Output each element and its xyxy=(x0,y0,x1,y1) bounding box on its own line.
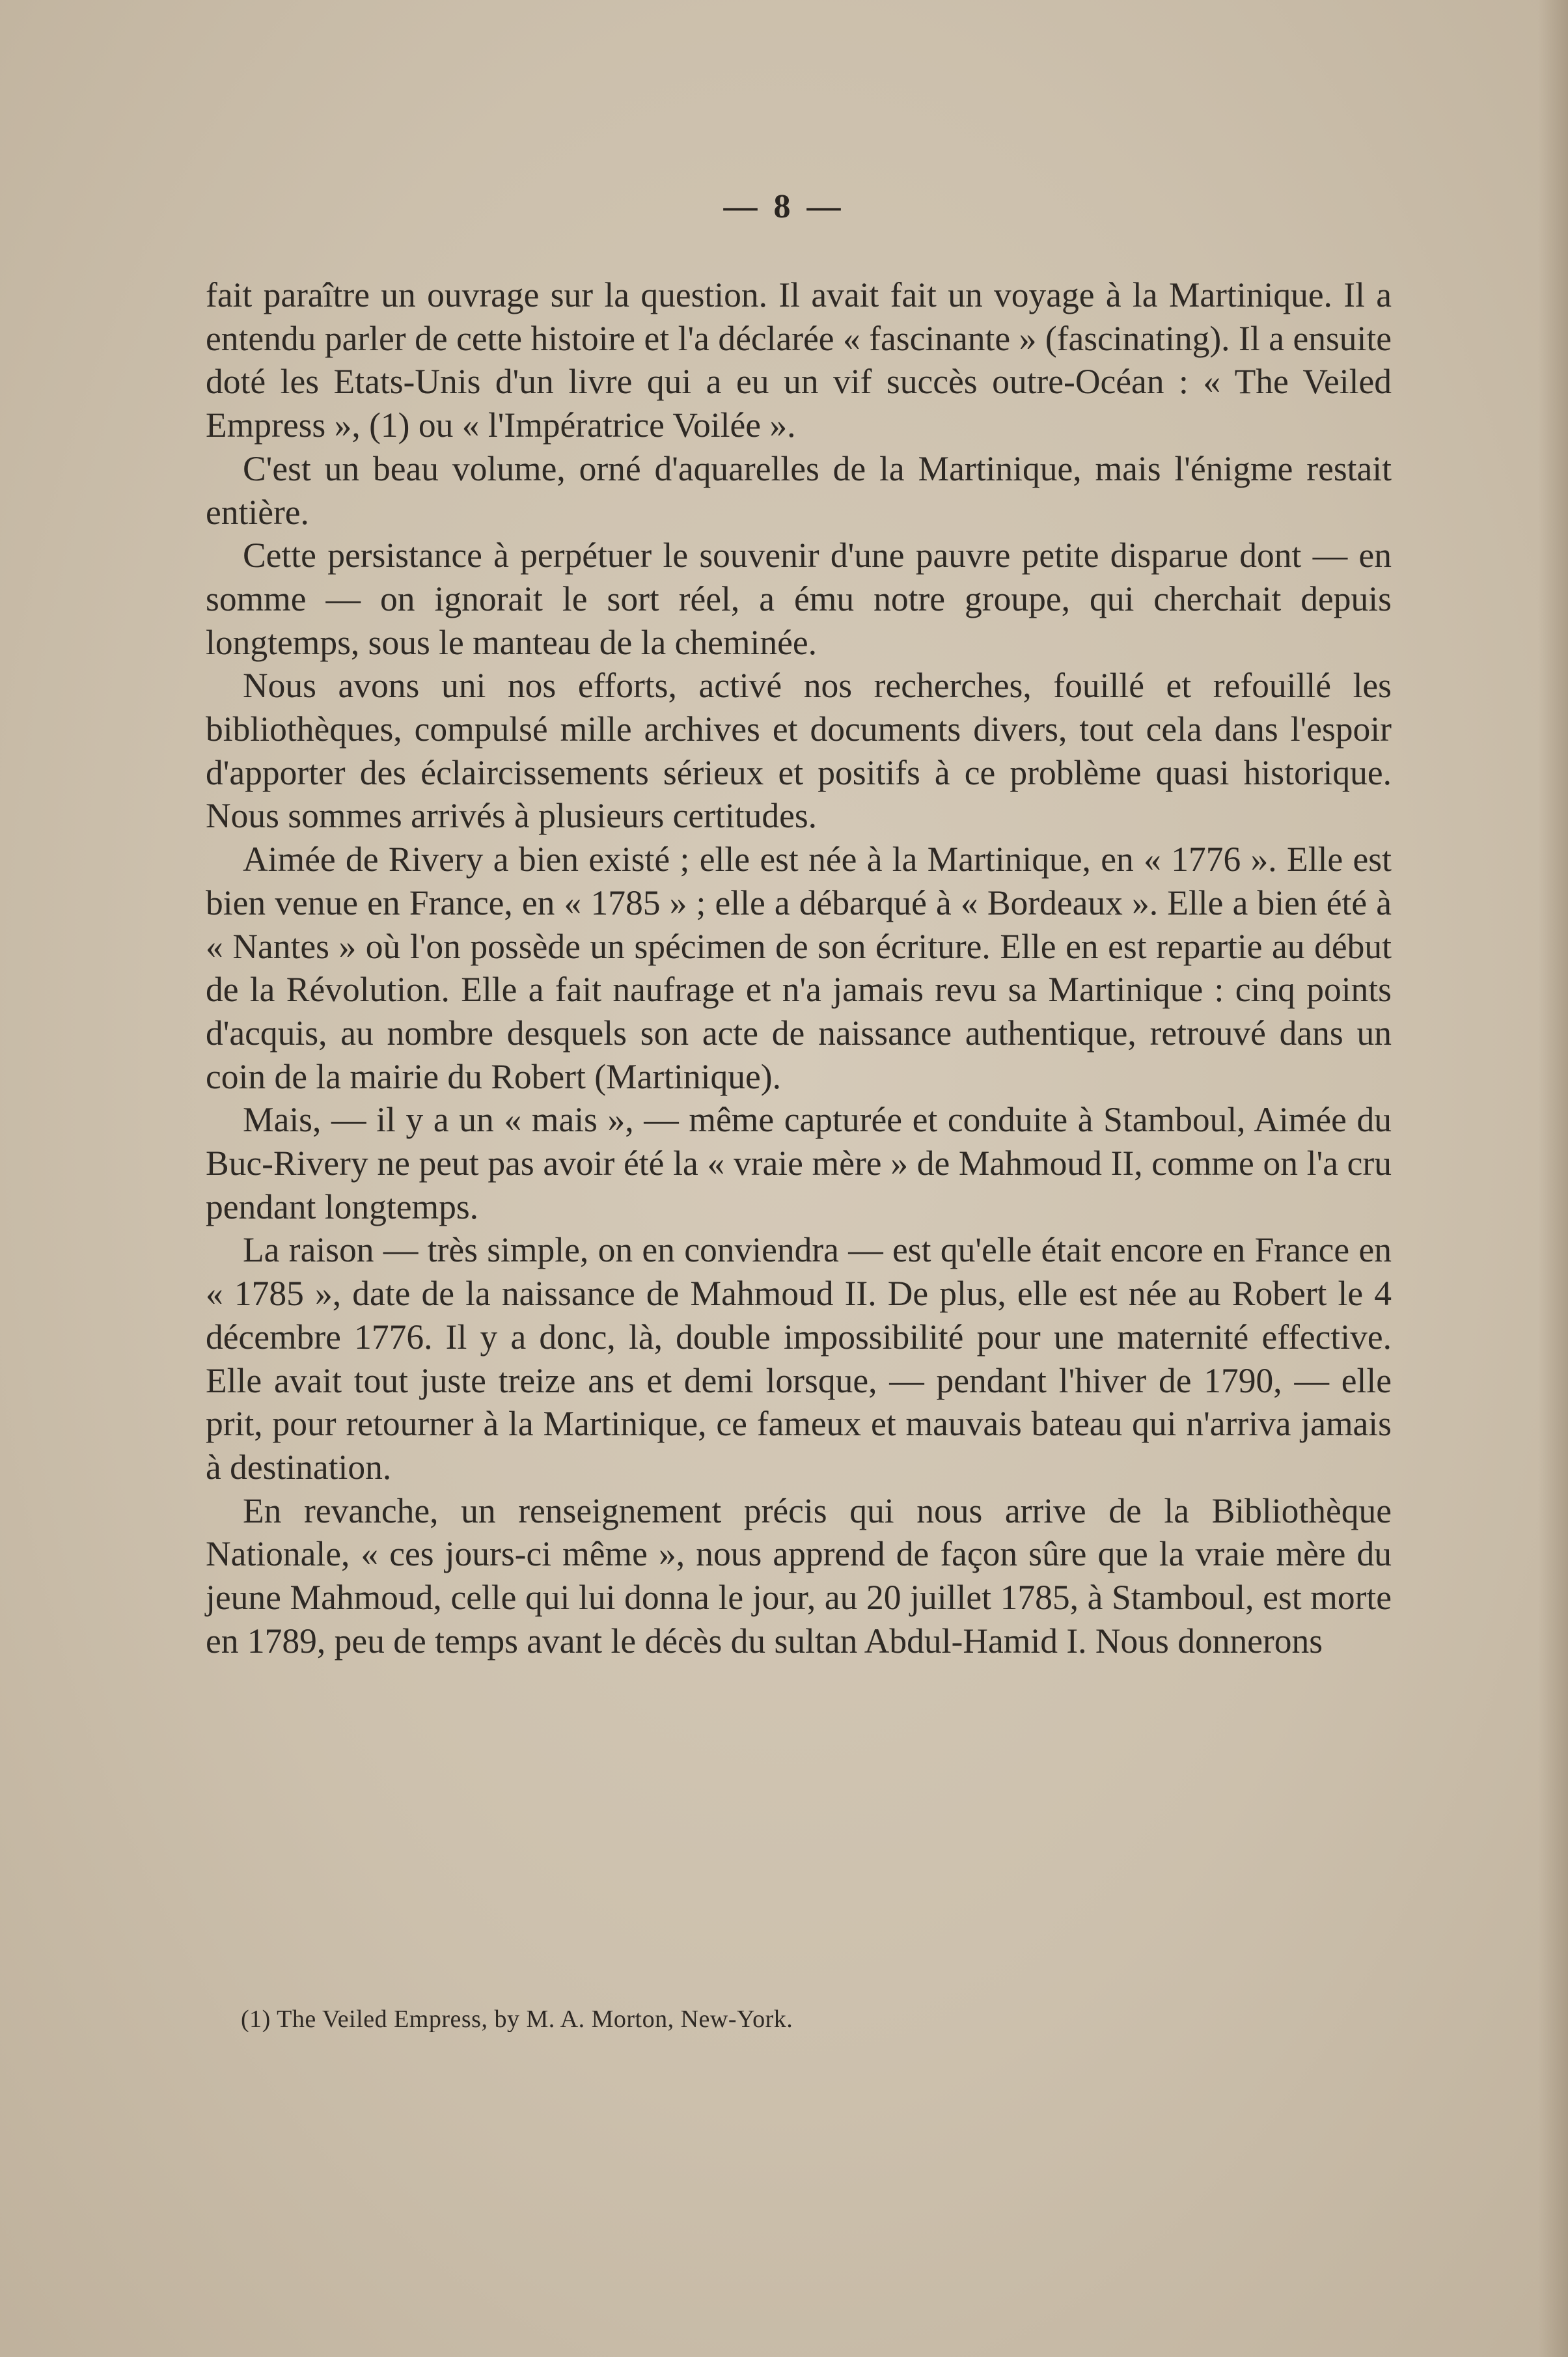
paragraph-3: Cette persistance à perpétuer le souvenir d'une pauvre petite disparue dont — en somme — on ignorait le sort réel, a ému notre groupe, qui cherchait depuis longtemps, sous le manteau de la cheminée. xyxy=(206,536,1392,662)
page-number: — 8 — xyxy=(723,188,845,225)
paragraph-8: En revanche, un renseignement précis qui nous arrive de la Bibliothèque Nationale, « ces jours-ci même », nous apprend de façon sûre que la vraie mère du jeune Mahmoud, celle qui lui donna le jour, au 20 juillet 1785, à Stamboul, est morte en 1789, peu de temps avant le décès du sultan Abdul-Hamid I. Nous donnerons xyxy=(206,1491,1392,1661)
paragraph-1: fait paraître un ouvrage sur la question. Il avait fait un voyage à la Martinique. Il a entendu parler de cette histoire et l'a déclarée « fascinante » (fascinating). Il a ensuite doté les Etats-Unis d'un livre qui a eu un vif succès outre-Océan : « The Veiled Empress », (1) ou « l'Impératrice Voilée ». xyxy=(206,275,1392,445)
page-edge-shadow xyxy=(1538,0,1568,2357)
paragraph-7: La raison — très simple, on en conviendra — est qu'elle était encore en France en « 1785 », date de la naissance de Mahmoud II. De plus, elle est née au Robert le 4 décembre 1776. Il y a donc, là, double impossibilité pour une maternité effective. Elle avait tout juste treize ans et demi lorsque, — pendant l'hiver de 1790, — elle prit, pour retourner à la Martinique, ce fameux et mauvais bateau qui n'arriva jamais à destination. xyxy=(206,1230,1392,1487)
paragraph-4: Nous avons uni nos efforts, activé nos recherches, fouillé et refouillé les bibliothèques, compulsé mille archives et documents divers, tout cela dans l'espoir d'apporter des éclaircissements sérieux et positifs à ce problème quasi historique. Nous sommes arrivés à plusieurs certitudes. xyxy=(206,666,1392,836)
paragraph-5: Aimée de Rivery a bien existé ; elle est née à la Martinique, en « 1776 ». Elle est bien venue en France, en « 1785 » ; elle a débarqué à « Bordeaux ». Elle a bien été à « Nantes » où l'on possède un spécimen de son écriture. Elle en est repartie au début de la Révolution. Elle a fait naufrage et n'a jamais revu sa Martinique : cinq points d'acquis, au nombre desquels son acte de naissance authentique, retrouvé dans un coin de la mairie du Robert (Martinique). xyxy=(206,840,1392,1096)
paragraph-6: Mais, — il y a un « mais », — même capturée et conduite à Stamboul, Aimée du Buc-Rivery ne peut pas avoir été la « vraie mère » de Mahmoud II, comme on l'a cru pendant longtemps. xyxy=(206,1100,1392,1226)
footnote: (1) The Veiled Empress, by M. A. Morton, New-York. xyxy=(241,2006,793,2033)
paragraph-2: C'est un beau volume, orné d'aquarelles de la Martinique, mais l'énigme restait entière. xyxy=(206,448,1392,532)
body-text xyxy=(206,273,1392,1663)
